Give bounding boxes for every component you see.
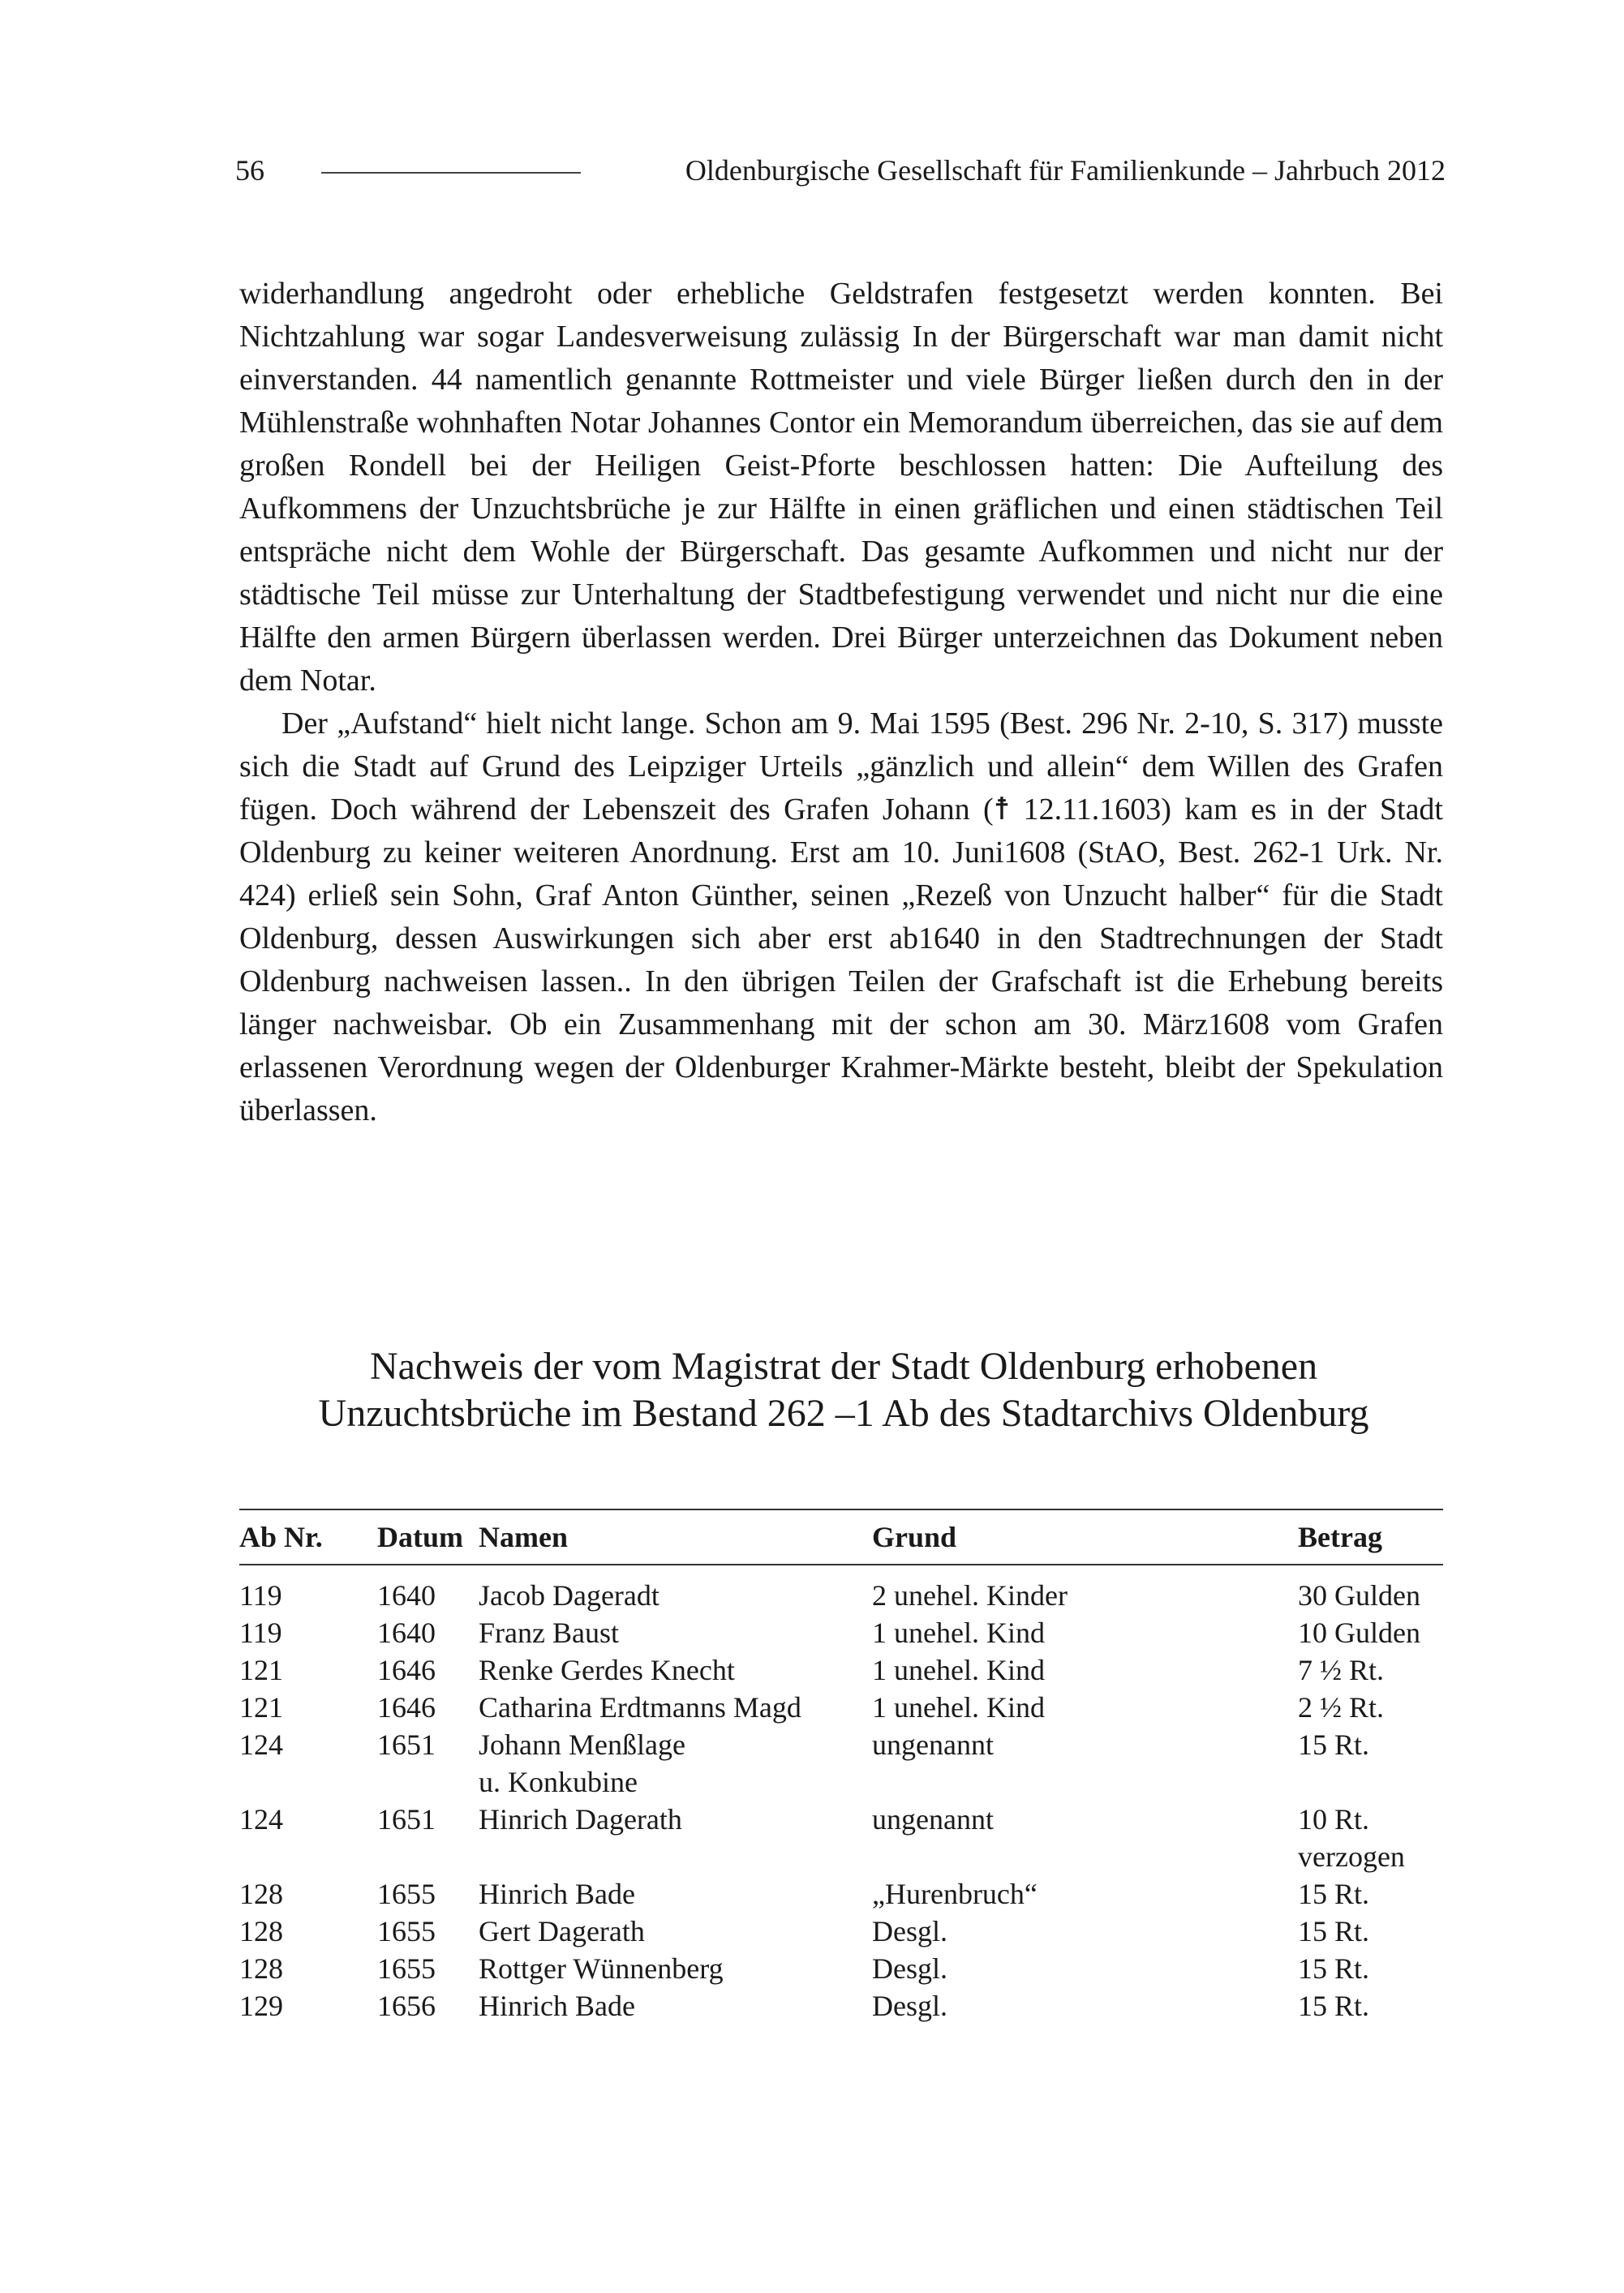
table-cell: 2 ½ Rt. <box>1298 1691 1385 1724</box>
table-cell: 15 Rt. <box>1298 1728 1370 1761</box>
table-row <box>239 1763 1443 1801</box>
table-cell: 1 unehel. Kind <box>872 1617 1045 1649</box>
table-cell: Franz Baust <box>479 1617 619 1649</box>
table-cell <box>239 1763 377 1801</box>
table-cell: 15 Rt. <box>1298 1878 1370 1910</box>
table-cell: 2 unehel. Kinder <box>872 1579 1068 1612</box>
paragraph: Der „Aufstand“ hielt nicht lange. Schon am 9. Mai 1595 (Best. 296 Nr. 2-10, S. 317) musste sich die Stadt auf Grund des Leipziger Urteils „gänzlich und allein“ dem Willen des Grafen fügen. Doch während der Lebenszeit des Grafen Johann (☨ 12.11.1603) kam es in der Stadt Oldenburg zu keiner weiteren Anordnung. Erst am 10. Juni1608 (StAO, Best. 262-1 Urk. Nr. 424) erließ sein Sohn, Graf Anton Günther, seinen „Rezeß von Unzucht halber“ für die Stadt Oldenburg, dessen Auswirkungen sich aber erst ab1640 in den Stadtrechnungen der Stadt Oldenburg nachweisen lassen.. In den übrigen Teilen der Grafschaft ist die Erhebung bereits länger nachweisbar. Ob ein Zusammenhang mit der schon am 30. März1608 vom Grafen erlassenen Verordnung wegen der Oldenburger Krahmer-Märkte besteht, bleibt der Spekulation überlassen. <box>239 706 1443 1127</box>
table-cell: 121 <box>239 1691 283 1724</box>
table-cell: 1646 <box>377 1691 436 1724</box>
table-cell: 10 Rt. <box>1298 1803 1370 1836</box>
table-cell: 129 <box>239 1990 283 2022</box>
table-cell: Renke Gerdes Knecht <box>479 1654 735 1686</box>
table-cell: 15 Rt. <box>1298 1915 1370 1947</box>
table-row <box>239 1614 1443 1651</box>
table-body <box>239 1565 1443 2025</box>
table-cell: 128 <box>239 1915 283 1947</box>
table-cell: ungenannt <box>872 1728 994 1761</box>
table-cell: 7 ½ Rt. <box>1298 1654 1385 1686</box>
table-cell: 124 <box>239 1728 283 1761</box>
table-cell: 30 Gulden <box>1298 1579 1420 1612</box>
table-cell: Hinrich Bade <box>479 1990 635 2022</box>
table-row <box>239 1801 1443 1838</box>
paragraph: widerhandlung angedroht oder erhebliche Geldstrafen festgesetzt werden konnten. Bei Nichtzahlung war sogar Landesverweisung zulässig In der Bürgerschaft war man damit nicht einverstanden. 44 namentlich genannte Rottmeister und viele Bürger ließen durch den in der Mühlenstraße wohnhaften Notar Johannes Contor ein Memorandum überreichen, das sie auf dem großen Rondell bei der Heiligen Geist-Pforte beschlossen hatten: Die Aufteilung des Aufkommens der Unzuchtsbrüche je zur Hälfte in einen gräflichen und einen städtischen Teil entspräche nicht dem Wohle der Bürgerschaft. Das gesamte Aufkommen und nicht nur der städtische Teil müsse zur Unterhaltung der Stadtbefestigung verwendet und nicht nur die eine Hälfte den armen Bürgern überlassen werden. Drei Bürger unterzeichnen das Dokument neben dem Notar. <box>239 277 1443 698</box>
table-cell <box>377 1763 479 1801</box>
table-cell: Desgl. <box>872 1990 947 2022</box>
table-cell: Desgl. <box>872 1952 947 1985</box>
table-cell: 119 <box>239 1617 282 1649</box>
table-row <box>239 1875 1443 1913</box>
table-row <box>239 1689 1443 1726</box>
table-cell: 1 unehel. Kind <box>872 1654 1045 1686</box>
table-heading-line: Unzuchtsbrüche im Bestand 262 –1 Ab des Stadtarchivs Oldenburg <box>318 1392 1369 1435</box>
table-cell <box>872 1838 1298 1875</box>
page-number: 56 <box>235 154 264 187</box>
table-cell: 124 <box>239 1803 283 1836</box>
table-cell: 10 Gulden <box>1298 1617 1420 1649</box>
table-cell: 1640 <box>377 1617 436 1649</box>
table-cell: 1646 <box>377 1654 436 1686</box>
table-cell: 1655 <box>377 1952 436 1985</box>
table-heading <box>211 1343 1476 1437</box>
table-cell: Hinrich Bade <box>479 1878 635 1910</box>
table-cell <box>239 1838 377 1875</box>
running-header <box>235 148 1446 193</box>
running-title: Oldenburgische Gesellschaft für Familienkunde – Jahrbuch 2012 <box>685 154 1446 187</box>
table-cell <box>377 1838 479 1875</box>
table-cell: Jacob Dageradt <box>479 1579 659 1612</box>
table-cell <box>479 1838 872 1875</box>
table-row <box>239 1577 1443 1614</box>
table-cell <box>872 1763 1298 1801</box>
table-cell: 1655 <box>377 1878 436 1910</box>
table-cell: 128 <box>239 1878 283 1910</box>
table-cell: verzogen <box>1298 1840 1405 1873</box>
table-cell: Desgl. <box>872 1915 947 1947</box>
table-row <box>239 1838 1443 1875</box>
table-cell: 15 Rt. <box>1298 1952 1370 1985</box>
fines-table <box>239 1509 1443 2025</box>
table-cell: 15 Rt. <box>1298 1990 1370 2022</box>
column-header: Datum <box>377 1509 479 1565</box>
table-row <box>239 1651 1443 1689</box>
column-header: Grund <box>872 1509 1298 1565</box>
body-text <box>239 273 1443 1132</box>
table-cell: 1655 <box>377 1915 436 1947</box>
table-row <box>239 1913 1443 1950</box>
table-cell: Rottger Wünnenberg <box>479 1952 724 1985</box>
table-row <box>239 1950 1443 1987</box>
table-cell: u. Konkubine <box>479 1766 638 1798</box>
header-rule <box>321 172 581 174</box>
table-cell: Hinrich Dagerath <box>479 1803 682 1836</box>
column-header: Ab Nr. <box>239 1509 377 1565</box>
table-spacer <box>239 1565 1443 1577</box>
table-cell: Catharina Erdtmanns Magd <box>479 1691 801 1724</box>
table-cell: 1 unehel. Kind <box>872 1691 1045 1724</box>
column-header: Namen <box>479 1509 872 1565</box>
table-row <box>239 1726 1443 1763</box>
table-cell: ungenannt <box>872 1803 994 1836</box>
table-cell: 1651 <box>377 1803 436 1836</box>
table-cell: 1640 <box>377 1579 436 1612</box>
table-cell: 1656 <box>377 1990 436 2022</box>
table-row <box>239 1987 1443 2025</box>
table-cell: Gert Dagerath <box>479 1915 645 1947</box>
table-header-row <box>239 1509 1443 1565</box>
column-header: Betrag <box>1298 1509 1443 1565</box>
table-cell: 1651 <box>377 1728 436 1761</box>
table-cell: 128 <box>239 1952 283 1985</box>
table-cell: 121 <box>239 1654 283 1686</box>
table-heading-line: Nachweis der vom Magistrat der Stadt Oldenburg erhobenen <box>369 1345 1318 1388</box>
table-cell: 119 <box>239 1579 282 1612</box>
table-cell <box>1298 1763 1443 1801</box>
table-cell: Johann Menßlage <box>479 1728 685 1761</box>
table-cell: „Hurenbruch“ <box>872 1878 1038 1910</box>
